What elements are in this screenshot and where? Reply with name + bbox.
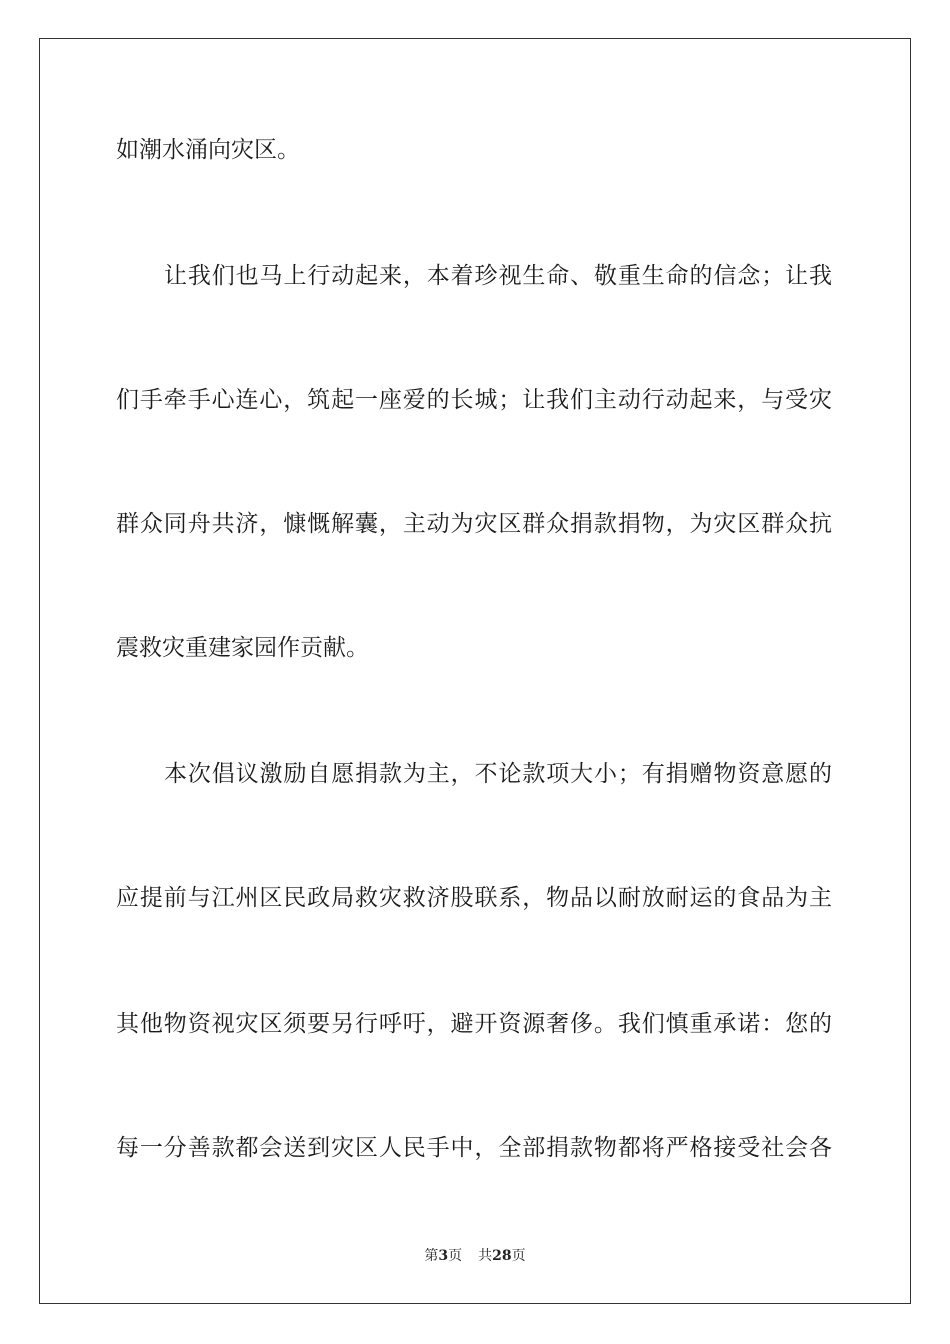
total-pages: 28: [492, 1248, 512, 1264]
text-line: 其他物资视灾区须要另行呼吁，避开资源奢侈。我们慎重承诺：您的: [116, 1011, 832, 1037]
text-line: 群众同舟共济，慷慨解囊，主动为灾区群众捐款捐物，为灾区群众抗: [116, 511, 832, 537]
text-line: 震救灾重建家园作贡献。: [116, 635, 369, 661]
page-number: 3: [438, 1248, 449, 1264]
text-line: 如潮水涌向灾区。: [116, 137, 300, 163]
page-label-prefix: 第: [424, 1248, 439, 1264]
text-line: 本次倡议激励自愿捐款为主，不论款项大小；有捐赠物资意愿的: [164, 761, 832, 787]
total-label-prefix: 共: [478, 1248, 493, 1264]
page-footer: [0, 1246, 950, 1266]
total-label-suffix: 页: [511, 1248, 526, 1264]
text-line: 应提前与江州区民政局救灾救济股联系，物品以耐放耐运的食品为主: [116, 885, 832, 911]
text-line: 每一分善款都会送到灾区人民手中，全部捐款物都将严格接受社会各: [116, 1135, 832, 1161]
text-line: 们手牵手心连心，筑起一座爱的长城；让我们主动行动起来，与受灾: [116, 387, 832, 413]
page-label-suffix: 页: [448, 1248, 463, 1264]
page-border: [39, 38, 911, 1304]
text-line: 让我们也马上行动起来，本着珍视生命、敬重生命的信念；让我: [164, 263, 832, 289]
